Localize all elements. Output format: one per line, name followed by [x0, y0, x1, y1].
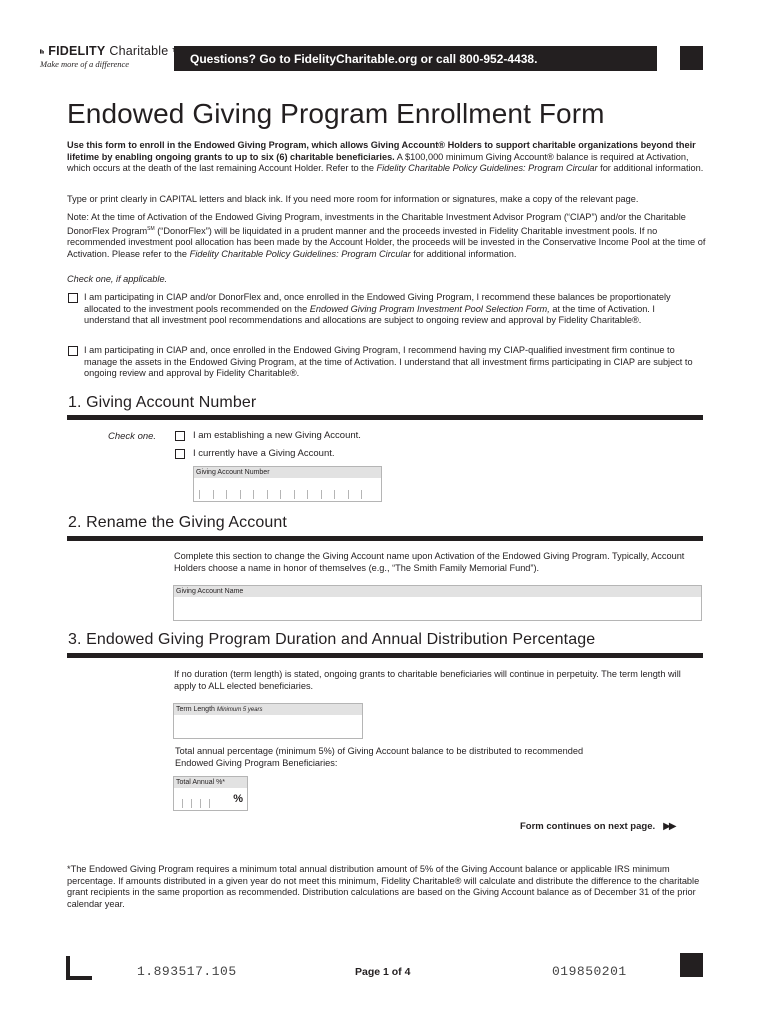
intro-italic: Fidelity Charitable Policy Guidelines: Program Circular — [376, 163, 598, 174]
section1-heading: 1. Giving Account Number — [68, 394, 257, 411]
footnote: *The Endowed Giving Program requires a minimum total annual distribution amount of 5% of the Giving Account balance or applicable IRS minimum percentage. If amounts distributed in a given year do not meet this minimum, Fidelity Charitable® will calculate and distribute the difference to the charitable grant recipients in the same proportion as recommended. Distribution calculations are based on the Giving Account balance as of December 31 of the prior calendar year. — [67, 864, 700, 909]
section3-rule — [67, 653, 703, 658]
note-text2: (“DonorFlex”) will be liquidated in a prudent manner and the proceeds invested in Fidelity Charitable investment pools. If no recommended investment pool allocation has been made by the Account Holder, the proceeds will be invested in the Conservative Income Pool at the time of Activation. Please refer to the — [67, 225, 706, 259]
form-continues-text: Form continues on next page. — [520, 821, 656, 832]
giving-account-name-field[interactable] — [173, 585, 702, 621]
section1-check-one: Check one. — [108, 431, 157, 442]
total-annual-percent-label: Total Annual %* — [174, 777, 247, 788]
section1-rule — [67, 415, 703, 420]
term-length-label — [174, 704, 362, 715]
existing-account-label: I currently have a Giving Account. — [193, 448, 335, 459]
giving-account-name-label: Giving Account Name — [174, 586, 701, 597]
registration-mark-bottom-right — [680, 953, 703, 977]
option1-checkbox[interactable] — [68, 293, 78, 303]
giving-account-number-field[interactable] — [193, 466, 382, 502]
section2-text: Complete this section to change the Giving Account name upon Activation of the Endowed Giving Program. Typically, Account Holders choose a name in honor of themselves (e.g., “The Smith Family Memorial Fund”). — [174, 551, 685, 573]
note-italic: Fidelity Charitable Policy Guidelines: Program Circular — [189, 248, 411, 259]
registration-mark-bottom-left — [66, 956, 92, 980]
intro-plain: A $100,000 minimum Giving Account® balance is required at Activation, which occurs at the death of the last remaining Account Holder. Refer to the — [67, 151, 689, 174]
forward-arrows-icon: ▶▶ — [663, 821, 675, 832]
new-account-option — [175, 430, 361, 441]
option2-checkbox[interactable] — [68, 346, 78, 356]
percent-cells — [174, 788, 247, 811]
option1-text-b: at the time of Activation. I understand that all investment pool recommendations and allocations are subject to ongoing review and approval by Fidelity Charitable®. — [84, 303, 655, 326]
note-tail: for additional information. — [410, 248, 517, 259]
option-ciap-donorflex — [68, 292, 708, 327]
form-code-right: 019850201 — [552, 964, 627, 979]
questions-banner — [174, 46, 657, 71]
option1-text — [84, 292, 699, 327]
section2-heading: 2. Rename the Giving Account — [68, 514, 287, 531]
questions-text: Questions? Go to FidelityCharitable.org or call 800-952-4438. — [190, 51, 538, 66]
new-account-label: I am establishing a new Giving Account. — [193, 430, 361, 441]
existing-account-option — [175, 448, 335, 459]
term-length-hint: Minimum 5 years — [216, 707, 263, 713]
form-code-left: 1.893517.105 — [137, 964, 237, 979]
section2-rule — [67, 536, 703, 541]
section3-heading: 3. Endowed Giving Program Duration and Annual Distribution Percentage — [68, 631, 596, 648]
intro-paragraph — [67, 140, 707, 175]
tagline: Make more of a difference — [40, 59, 130, 69]
option2-text: I am participating in CIAP and, once enrolled in the Endowed Giving Program, I recommend having my CIAP-qualified investment firm continue to manage the assets in the Endowed Giving Program, at the time of Activation. I understand that all investment firms participating in CIAP are subject to ongoing review and approval by Fidelity Charitable®. — [84, 345, 693, 379]
section3-text: If no duration (term length) is stated, ongoing grants to charitable beneficiaries will continue in perpetuity. The term length will apply to ALL elected beneficiaries. — [174, 669, 681, 691]
page-title: Endowed Giving Program Enrollment Form — [67, 98, 605, 129]
option1-text-a: I am participating in CIAP and/or DonorFlex and, once enrolled in the Endowed Giving Program, I recommend these balances be proportionately allocated to the investment pools recommended on the — [84, 292, 671, 314]
option1-italic: Endowed Giving Program Investment Pool Selection Form, — [309, 303, 550, 314]
fidelity-logo-icon — [40, 46, 44, 57]
total-annual-percent-field[interactable] — [173, 776, 248, 811]
form-continues — [520, 821, 675, 832]
note-paragraph — [67, 212, 707, 260]
term-length-field[interactable] — [173, 703, 363, 739]
brand-sub: Charitable — [109, 44, 169, 58]
page-number: Page 1 of 4 — [355, 966, 411, 978]
type-instructions: Type or print clearly in CAPITAL letters and black ink. If you need more room for information or signatures, make a copy of the relevant page. — [67, 194, 639, 204]
percent-sign: % — [233, 793, 243, 805]
option-ciap-firm — [68, 345, 708, 380]
term-length-label-text: Term Length — [176, 706, 215, 713]
existing-account-checkbox[interactable] — [175, 449, 185, 459]
note-text: Note: At the time of Activation of the Endowed Giving Program, investments in the Charitable Investment Advisor Program (“CIAP”) and/or the Charitable DonorFlex Program — [67, 212, 686, 236]
intro-tail: for additional information. — [597, 163, 704, 174]
service-mark: SM — [147, 225, 155, 232]
percentage-text: Total annual percentage (minimum 5%) of Giving Account balance to be distributed to recommended Endowed Giving Program Beneficiaries: — [175, 746, 584, 768]
fidelity-charitable-logo — [40, 44, 180, 69]
giving-account-number-label: Giving Account Number — [194, 467, 381, 478]
account-number-cells — [194, 478, 381, 502]
registration-mark-top — [680, 46, 703, 70]
check-one-applicable: Check one, if applicable. — [67, 274, 168, 284]
brand-name: FIDELITY — [48, 44, 106, 58]
intro-bold: Use this form to enroll in the Endowed Giving Program, which allows Giving Account® Holders to support charitable organizations beyond their lifetime by enabling ongoing grants to up to six (6) charitable beneficiaries. — [67, 140, 696, 162]
new-account-checkbox[interactable] — [175, 431, 185, 441]
